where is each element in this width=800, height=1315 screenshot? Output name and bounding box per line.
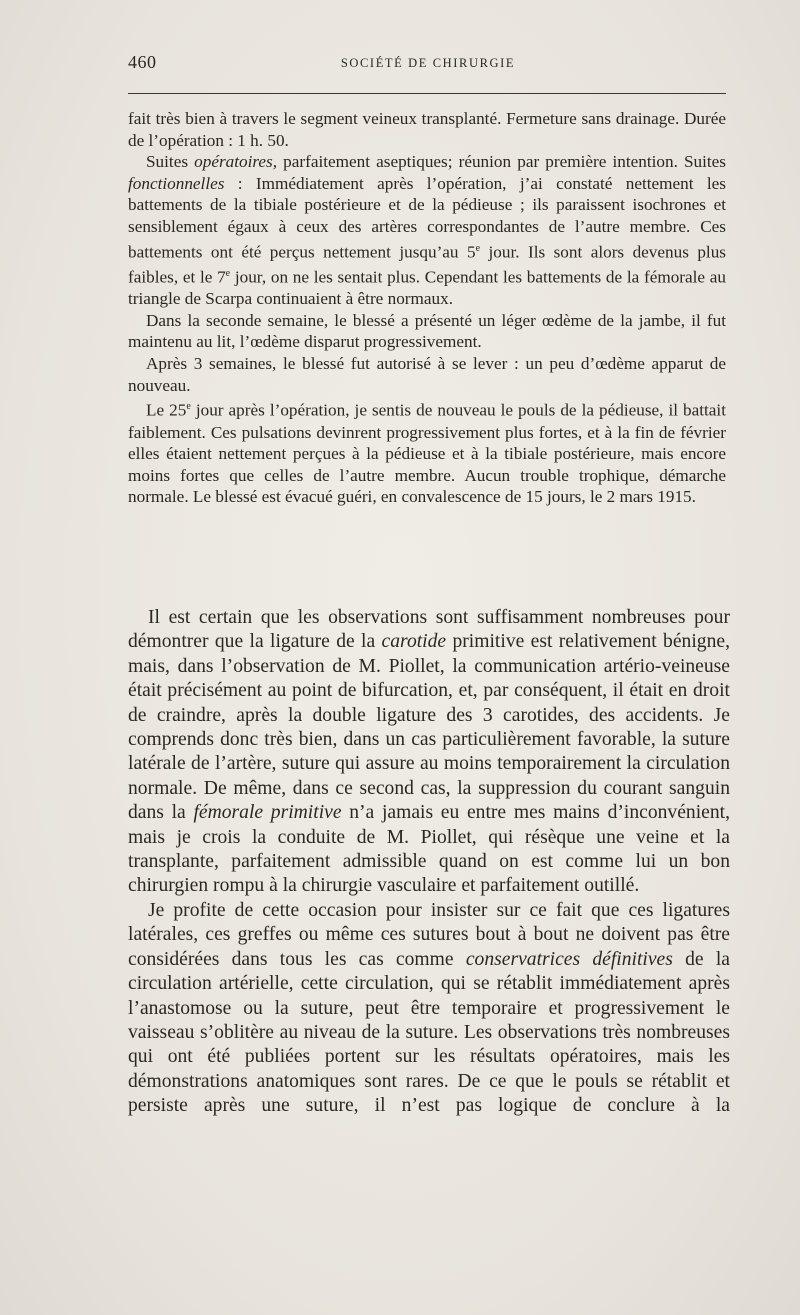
- page-number: 460: [128, 52, 157, 72]
- discussion-paragraph-2: Je profite de cette occasion pour insister sur ce fait que ces ligatures latérales, ces greffes ou même ces sutures bout à bout ne doivent pas être considérées dans tous les cas comme conservatrices définitives de la circulation artérielle, cette circulation, qui se rétablit immédiatement après l’anastomose ou la suture, peut être temporaire et progressivement le vaisseau s’oblitère au niveau de la suture. Les observations très nombreuses qui ont été publiées portent sur les résultats opératoires, mais les démonstrations anatomiques sont rares. De ce que le pouls se rétablit et persiste après une suture, il n’est pas logique de conclure à la: [128, 899, 730, 1117]
- discussion-text: [128, 606, 730, 1119]
- case-paragraph-1: fait très bien à travers le segment veineux transplanté. Fermeture sans drainage. Durée de l’opération : 1 h. 50.: [128, 109, 726, 150]
- page-header: [128, 52, 728, 74]
- case-paragraph-3: Dans la seconde semaine, le blessé a présenté un léger œdème de la jambe, il fut maintenu au lit, l’œdème disparut progressivement.: [128, 310, 726, 352]
- case-paragraph-5: Le 25e jour après l’opération, je sentis de nouveau le pouls de la pédieuse, il battait faiblement. Ces pulsations devinrent progressivement plus fortes, et à la fin de février elles étaient nettement perçues à la pédieuse et à la tibiale postérieure, mais encore moins fortes que celles de l’autre membre. Aucun trouble trophique, démarche normale. Le blessé est évacué guéri, en convalescence de 15 jours, le 2 mars 1915.: [128, 400, 726, 507]
- running-head: SOCIÉTÉ DE CHIRURGIE: [340, 56, 516, 70]
- case-paragraph-2: Suites opératoires, parfaitement aseptiques; réunion par première intention. Suites fonctionnelles : Immédiatement après l’opération, j’ai constaté nettement les battements de la tibiale postérieure et de la pédieuse ; ils paraissent isochrones et sensiblement égaux à ceux des artères correspondantes de l’autre membre. Ces battements ont été perçus nettement jusqu’au 5e jour. Ils sont alors devenus plus faibles, et le 7e jour, on ne les sentait plus. Cependant les battements de la fémorale au triangle de Scarpa continuaient à être normaux.: [128, 152, 726, 309]
- case-report-text: [128, 108, 726, 508]
- case-paragraph-4: Après 3 semaines, le blessé fut autorisé à se lever : un peu d’œdème apparut de nouveau.: [128, 354, 726, 395]
- header-rule: [128, 93, 726, 94]
- discussion-paragraph-1: Il est certain que les observations sont suffisamment nombreuses pour démontrer que la ligature de la carotide primitive est relativement bénigne, mais, dans l’observation de M. Piollet, la communication artério-veineuse était précisément au point de bifurcation, et, par conséquent, il était en droit de craindre, après la double ligature des 3 carotides, des accidents. Je comprends donc très bien, dans un cas particulièrement favorable, la suture latérale de l’artère, suture qui assure au moins temporairement la circulation normale. De même, dans ce second cas, la suppression du courant sanguin dans la fémorale primitive n’a jamais eu entre mes mains d’inconvénient, mais je crois la conduite de M. Piollet, qui résèque une veine et la transplante, parfaitement admissible quand on est comme lui un bon chirurgien rompu à la chirurgie vasculaire et parfaitement outillé.: [128, 607, 730, 897]
